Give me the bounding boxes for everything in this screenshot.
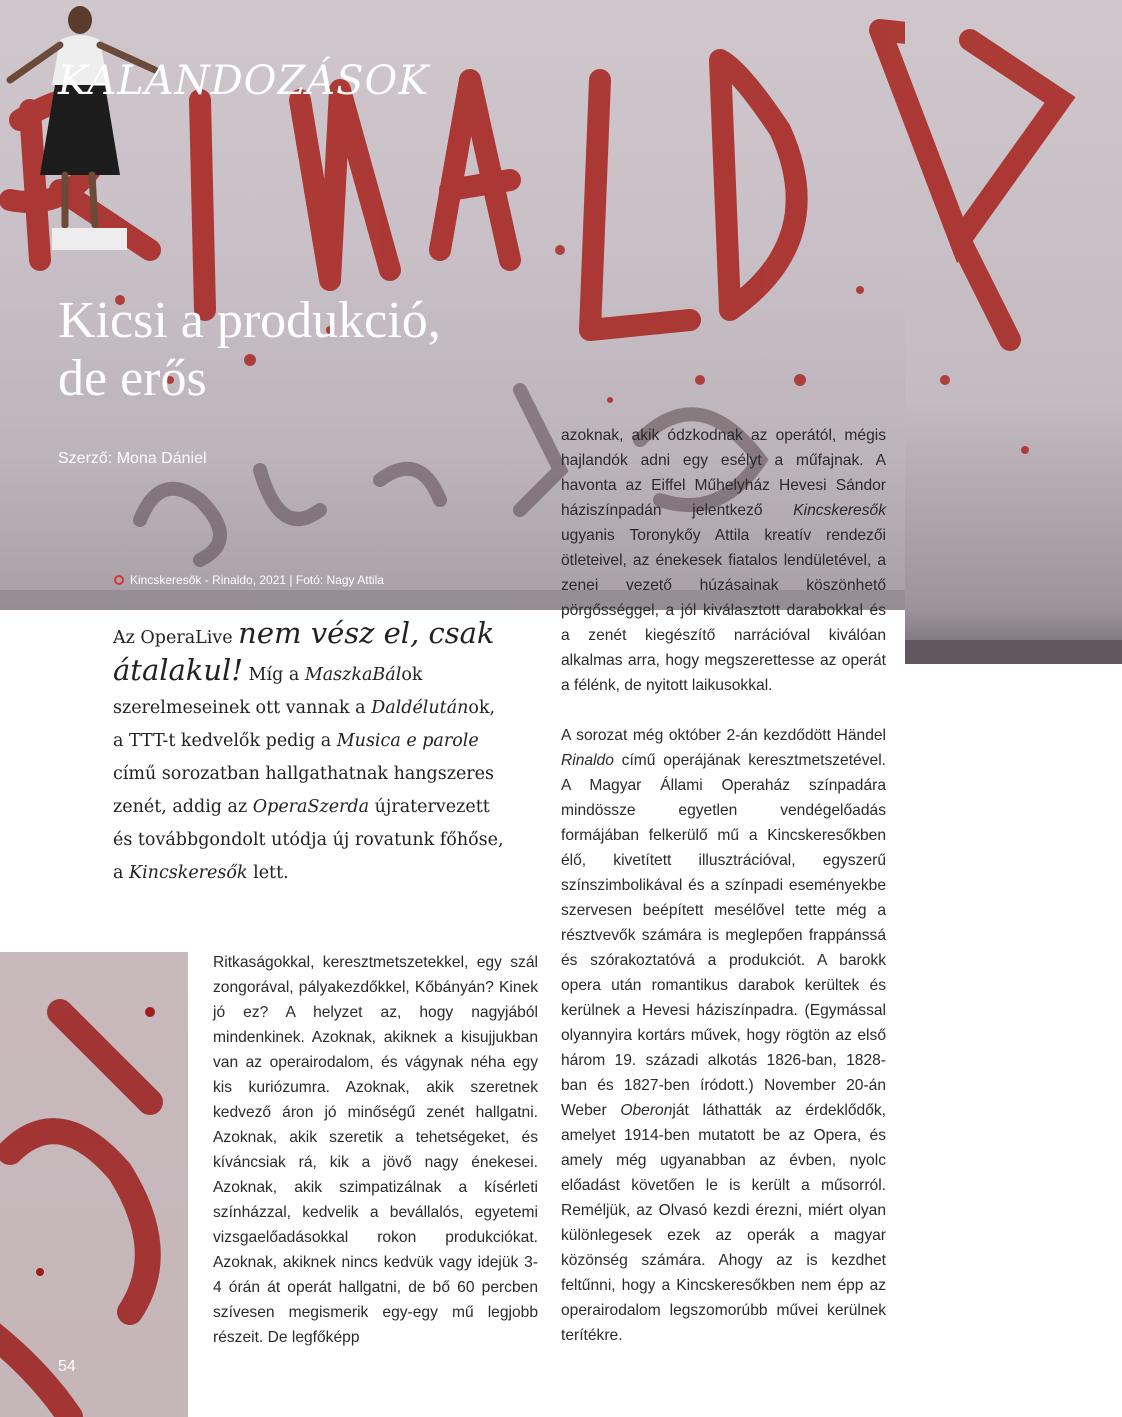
lead-title-musica-e-parole: Musica e parole <box>336 731 479 751</box>
side-photo-strip <box>0 952 188 1417</box>
headline <box>58 292 441 408</box>
section-label: KALANDOZÁSOK <box>58 58 430 104</box>
lead-text: ok, a TTT-t kedvelők pedig a <box>113 698 496 751</box>
lead-title-daldelutan: Daldélután <box>371 698 469 718</box>
photo-caption <box>114 573 384 587</box>
body-paragraph <box>561 423 886 698</box>
lead-title-kincskeresok: Kincskeresők <box>129 863 248 883</box>
photo-caption-text: Kincskeresők - Rinaldo, 2021 | Fotó: Nagy Attila <box>130 573 384 587</box>
page-number: 54 <box>58 1358 76 1375</box>
body-title-oberon: Oberon <box>620 1102 673 1119</box>
body-text: című operájának keresztmetszetével. A Magyar Állami Operaház színpadára mindössze egyetlen vendégelőadás formájában felkerülő mű a Kincskeresőkben élő, kivetített illusztrációval, egyszerű színszimbolikával és a színpadi eseményekbe szervesen beépített mesélővel tette még a résztvevők számára is meglepően frappánssá és szórakoztatóvá a produkciót. A barokk opera után romantikus darabok kerültek és kerülnek a Hevesi háziszínpadra. (Egymással olyannyira kortárs művek, hogy rögtön az első három 19. századi alkotás 1826-ban, 1828-ban és 1827-ben íródott.) November 20-án Weber <box>561 752 886 1119</box>
performer-figure <box>0 0 170 250</box>
lead-text: Az OperaLive <box>113 628 239 648</box>
circle-icon <box>114 575 124 585</box>
hero-photo-right-extension <box>905 0 1122 664</box>
body-title-kincskeresok: Kincskeresők <box>793 502 886 519</box>
lead-text: című sorozatban hallgathatnak hangszeres zenét, addig az <box>113 764 495 817</box>
body-paragraph: Ritkaságokkal, keresztmetszetekkel, egy szál zongorával, pályakezdőkkel, Kőbányán? Kinek jó ez? A helyzet az, hogy nagyjából mindenkinek. Azoknak, akiknek a kisujjukban van az operairodalom, és vágynak néha egy kis kuriózumra. Azoknak, akik szeretnek kedvező áron jó minőségű zenét hallgatni. Azoknak, akik szeretik a tehetségeket, és kíváncsiak rá, kik a jövő nagy énekesei. Azoknak, akik szimpatizálnak a kísérleti színházzal, kedvelik a bevállalós, egyetemi vizsgaelőadásokkal rokon produkciókat. Azoknak, akiknek nincs kedvük vagy idejük 3-4 órán át operát hallgatni, de bő 60 percben szívesen megismerik egy-egy mű legjobb részeit. De legfőképp <box>213 954 538 1346</box>
lead-paragraph <box>113 618 508 890</box>
headline-line-2: de erős <box>58 350 207 407</box>
body-text: azoknak, akik ódzkodnak az operától, mégis hajlandók adni egy esélyt a műfajnak. A havonta az Eiffel Műhelyház Hevesi Sándor háziszínpadán jelentkező <box>561 427 886 519</box>
lead-text: lett. <box>247 863 289 883</box>
body-paragraph <box>561 723 886 1348</box>
byline: Szerző: Mona Dániel <box>58 450 207 467</box>
body-text: A sorozat még október 2-án kezdődött Händel <box>561 727 886 744</box>
body-title-rinaldo: Rinaldo <box>561 752 614 769</box>
body-column-right <box>561 423 886 1348</box>
body-text: ugyanis Toronykőy Attila kreatív rendezői ötleteivel, az énekesek fiatalos lendületével, a zenei vezető húzásainak köszönhető pörgősséggel, a jól kiválasztott darabokkal és a zenét kiegészítő narrációval kiválóan alkalmas arra, hogy megszerettesse az operát a félénk, de nyitott laikusokkal. <box>561 527 886 694</box>
body-text: ját láthatták az érdeklődők, amelyet 1914-ben mutatott be az Opera, és amely még ugyanabban az évben, nyolc előadást követően le is került a műsorról. Reméljük, az Olvasó kezdi érezni, miért olyan különlegesek ezek az operák a magyar közönség számára. Ahogy az is kezdhet feltűnni, hogy a Kincskeresőkben nem épp az operairodalom legszomorúbb művei kerülnek terítékre. <box>561 1102 886 1344</box>
side-photo-graffiti <box>0 952 188 1417</box>
lead-title-maszkabal: MaszkaBál <box>304 665 402 685</box>
graffiti-extension <box>905 0 1122 664</box>
lead-text: Míg a <box>242 665 305 685</box>
body-column-left <box>213 950 538 1350</box>
headline-line-1: Kicsi a produkció, <box>58 292 441 349</box>
lead-text: újratervezett és továbbgondolt utódja új rovatunk főhőse, a <box>113 797 504 883</box>
lead-title-operaszerda: OperaSzerda <box>252 797 370 817</box>
lead-text: ok szerelmeseinek ott vannak a <box>113 665 423 718</box>
lead-highlight: nem vész el, csak átalakul! <box>113 616 495 687</box>
